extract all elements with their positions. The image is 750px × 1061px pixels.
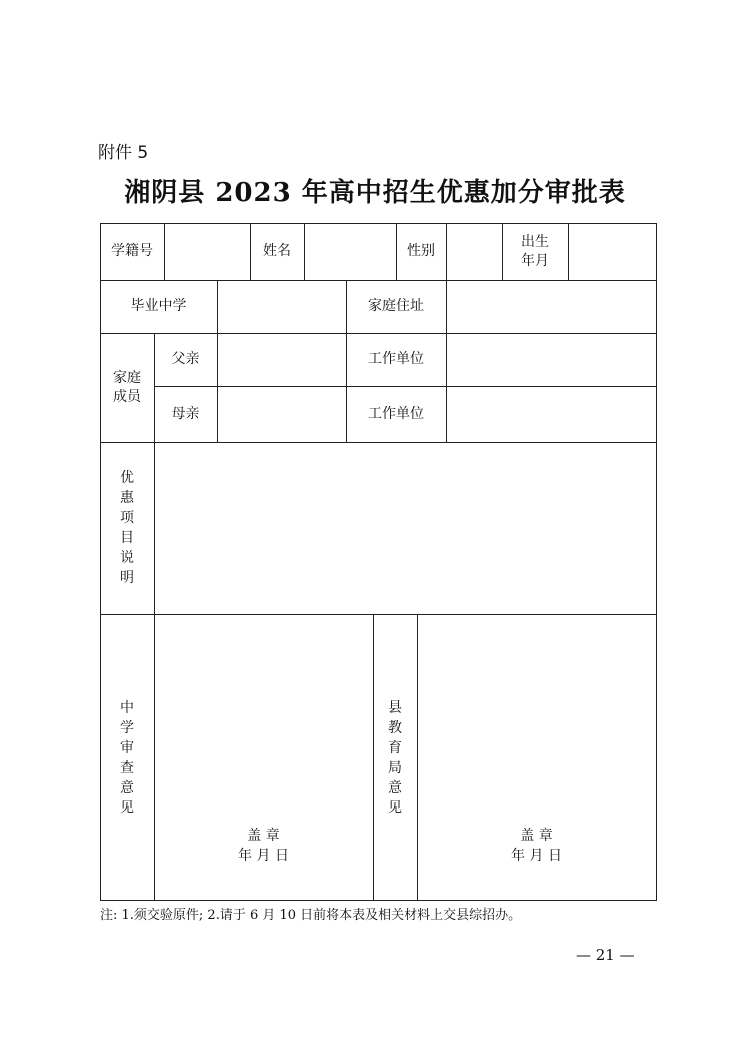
mother-work-field[interactable] — [446, 386, 656, 442]
table-border-bottom — [100, 900, 657, 901]
county-date-text: 年 月 日 — [511, 848, 562, 864]
attachment-label: 附件 5 — [98, 143, 149, 163]
name-label: 姓名 — [263, 243, 291, 260]
mother-field[interactable] — [217, 386, 346, 442]
school-seal-text: 盖 章 — [247, 828, 280, 844]
page-number: — 21 — — [576, 946, 635, 964]
footnote: 注: 1.须交验原件; 2.请于 6 月 10 日前将本表及相关材料上交县综招办。 — [100, 908, 522, 923]
school-date-text: 年 月 日 — [238, 848, 289, 864]
birth-field[interactable] — [568, 223, 656, 280]
mother-work-label: 工作单位 — [368, 405, 424, 422]
county-seal-text: 盖 章 — [520, 828, 553, 844]
student-id-field[interactable] — [164, 223, 250, 280]
bonus-explanation-label: 优 惠 项 目 说 明 — [120, 470, 134, 586]
school-review-label: 中 学 审 查 意 见 — [120, 700, 134, 816]
form-title: 湘阴县 2023 年高中招生优惠加分审批表 — [124, 178, 626, 208]
county-review-label: 县 教 育 局 意 见 — [388, 700, 402, 816]
family-label — [100, 333, 154, 442]
table-border-right — [656, 223, 657, 900]
name-field[interactable] — [304, 223, 396, 280]
birth-label-line2: 年月 — [521, 252, 549, 269]
birth-label-line1: 出生 — [521, 233, 549, 250]
birth-label — [502, 223, 568, 280]
gender-field[interactable] — [446, 223, 502, 280]
family-label-line1: 家庭 — [113, 369, 141, 386]
family-label-line2: 成员 — [113, 388, 141, 405]
father-label: 父亲 — [171, 351, 200, 368]
bonus-explanation-field[interactable] — [154, 442, 656, 614]
address-field[interactable] — [446, 280, 656, 333]
address-label: 家庭住址 — [368, 298, 424, 315]
school-field[interactable] — [217, 280, 346, 333]
student-id-label: 学籍号 — [111, 243, 153, 260]
school-label: 毕业中学 — [130, 298, 187, 315]
father-field[interactable] — [217, 333, 346, 386]
mother-label: 母亲 — [171, 405, 200, 422]
father-work-field[interactable] — [446, 333, 656, 386]
gender-label: 性别 — [407, 243, 435, 260]
father-work-label: 工作单位 — [368, 351, 424, 368]
